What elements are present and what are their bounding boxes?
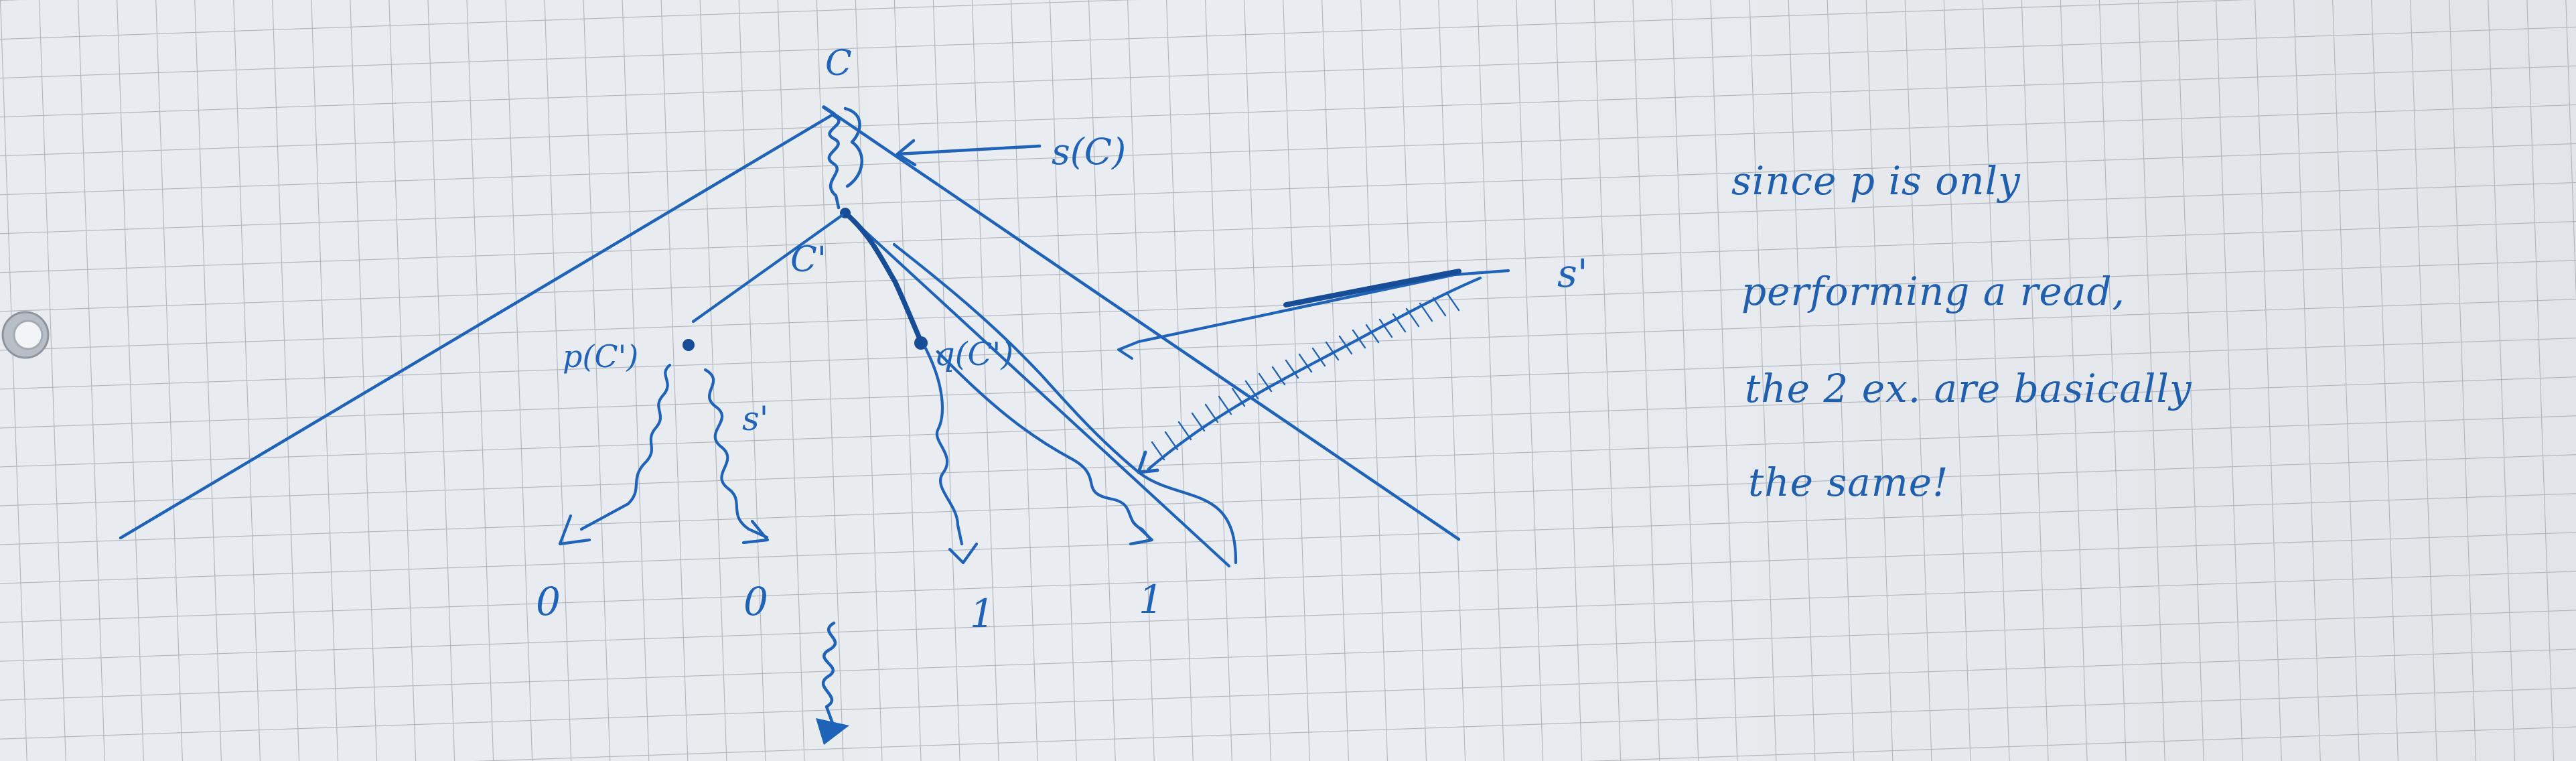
label-s-of-c: s(C)	[1052, 131, 1127, 173]
leaf-0-left: 0	[536, 579, 561, 624]
note-line-3: the 2 ex. are basically	[1745, 366, 2192, 411]
label-root-c: C	[825, 44, 852, 84]
note-line-1: since p is only	[1731, 158, 2021, 204]
p-node	[683, 339, 695, 351]
label-p-node: p(C')	[563, 338, 639, 374]
leaf-0-right: 0	[743, 579, 768, 624]
leaf-1-right: 1	[1139, 577, 1163, 622]
binder-ring	[3, 312, 48, 358]
note-line-4: the same!	[1748, 460, 1949, 505]
note-line-2: performing a read,	[1741, 269, 2125, 314]
label-s-prime-left: s'	[742, 399, 769, 438]
label-s-prime-right: s'	[1557, 251, 1588, 296]
leaf-1-left: 1	[970, 591, 995, 636]
label-q-node: q(C')	[934, 336, 1014, 373]
label-c-prime: C'	[790, 240, 827, 280]
